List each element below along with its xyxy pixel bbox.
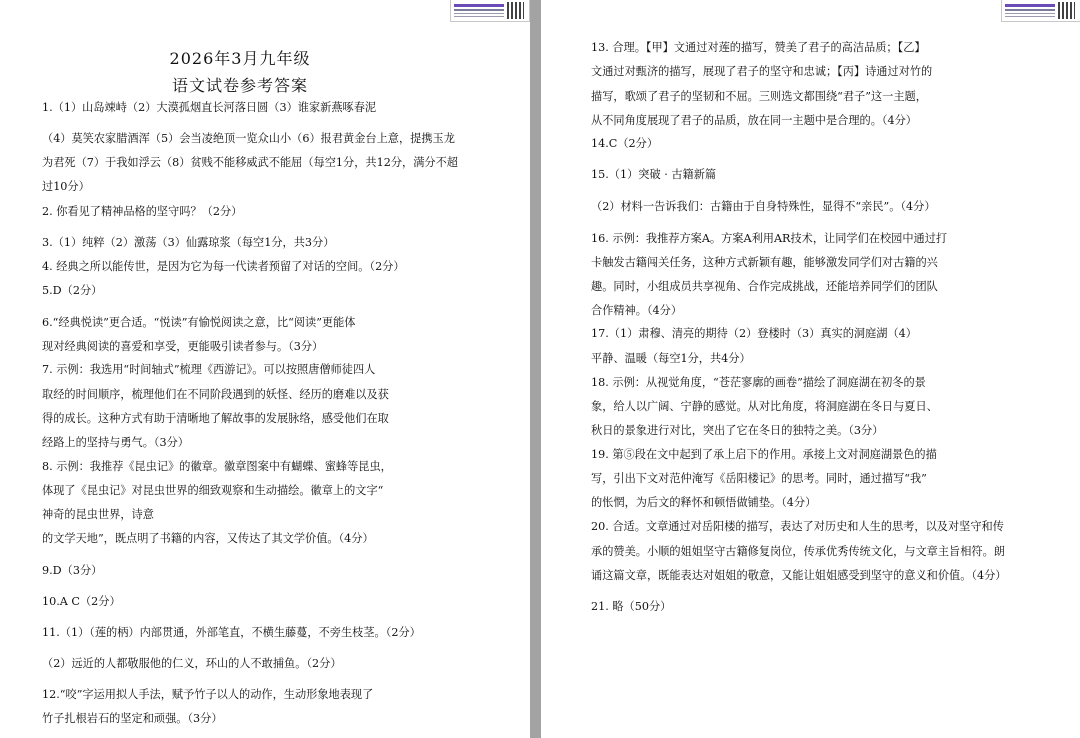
- answer-line: 为君死（7）于我如浮云（8）贫贱不能移威武不能屈（每空1分，共12分，满分不超: [42, 156, 458, 169]
- answer-line: 平静、温暖（每空1分，共4分）: [591, 352, 751, 365]
- watermark-stamp: [450, 0, 530, 22]
- answer-page-left: [0, 0, 530, 738]
- page-subtitle: 语文试卷参考答案: [171, 76, 308, 95]
- answer-page-right: [541, 0, 1080, 738]
- answer-line: 13. 合理。【甲】文通过对莲的描写，赞美了君子的高洁品质；【乙】: [591, 41, 926, 54]
- answer-line: 21. 略（50分）: [591, 600, 672, 613]
- answer-line: 2. 你看见了精神品格的坚守吗？（2分）: [42, 205, 243, 218]
- answer-line: 承的赞美。小顺的姐姐坚守古籍修复岗位，传承优秀传统文化，与文章主旨相符。朗: [591, 545, 1005, 558]
- answer-line: 现对经典阅读的喜爱和享受，更能吸引读者参与。（3分）: [42, 340, 324, 353]
- answer-line: （4）莫笑农家腊酒浑（5）会当凌绝顶一览众山小（6）报君黄金台上意，提携玉龙: [42, 132, 455, 145]
- qr-code-icon: [1058, 2, 1075, 19]
- answer-line: 诵这篇文章，既能表达对姐姐的敬意，又能让姐姐感受到坚守的意义和价值。（4分）: [591, 569, 1007, 582]
- answer-line: 15.（1）突破 · 古籍新篇: [591, 168, 717, 181]
- answer-line: 14.C（2分）: [591, 137, 659, 150]
- answer-line: 12.“咬”字运用拟人手法，赋予竹子以人的动作，生动形象地表现了: [42, 688, 374, 701]
- answer-line: 的文学天地”，既点明了书籍的内容，又传达了其文学价值。（4分）: [42, 532, 374, 545]
- answer-line: 20. 合适。文章通过对岳阳楼的描写，表达了对历史和人生的思考，以及对坚守和传: [591, 520, 1004, 533]
- answer-line: 7. 示例：我选用“时间轴式”梳理《西游记》。可以按照唐僧师徒四人: [42, 363, 376, 376]
- answer-line: 4. 经典之所以能传世，是因为它为每一代读者预留了对话的空间。（2分）: [42, 260, 405, 273]
- answer-line: 6.“经典悦读”更合适。“悦读”有愉悦阅读之意，比“阅读”更能体: [42, 316, 356, 329]
- answer-line: 17.（1）肃穆、清亮的期待（2）登楼时（3）真实的洞庭湖（4）: [591, 327, 917, 340]
- answer-line: 过10分）: [42, 180, 90, 193]
- answer-line: 描写，歌颂了君子的坚韧和不屈。三则选文都围绕“君子”这一主题，: [591, 90, 927, 103]
- answer-line: 9.D（3分）: [42, 564, 103, 577]
- qr-code-icon: [507, 2, 524, 19]
- answer-line: 3.（1）纯粹（2）激荡（3）仙露琼浆（每空1分，共3分）: [42, 236, 335, 249]
- answer-line: 16. 示例：我推荐方案A。方案A利用AR技术，让同学们在校园中通过打: [591, 232, 948, 245]
- answer-line: 文通过对甄济的描写，展现了君子的坚守和忠诚；【丙】诗通过对竹的: [591, 65, 933, 78]
- answer-line: 趣。同时，小组成员共享视角、合作完成挑战，还能培养同学们的团队: [591, 280, 938, 293]
- answer-line: （2）材料一告诉我们：古籍由于自身特殊性，显得不“亲民”。（4分）: [591, 200, 936, 213]
- answer-line: 体现了《昆虫记》对昆虫世界的细致观察和生动描绘。徽章上的文字“: [42, 484, 384, 497]
- answer-line: 竹子扎根岩石的坚定和顽强。（3分）: [42, 712, 223, 725]
- answer-line: 11.（1）（莲的柄）内部贯通，外部笔直，不横生藤蔓，不旁生枝茎。（2分）: [42, 626, 421, 639]
- answer-line: 18. 示例：从视觉角度，“苍茫寥廓的画卷”描绘了洞庭湖在初冬的景: [591, 376, 926, 389]
- answer-line: 5.D（2分）: [42, 284, 103, 297]
- answer-line: 10.A C（2分）: [42, 595, 121, 608]
- answer-line: 合作精神。（4分）: [591, 304, 683, 317]
- answer-line: （2）远近的人都敬服他的仁义，环山的人不敢捕鱼。（2分）: [42, 657, 342, 670]
- answer-line: 1.（1）山岛竦峙（2）大漠孤烟直长河落日圆（3）谁家新燕啄春泥: [42, 101, 377, 114]
- answer-line: 取经的时间顺序，梳理他们在不同阶段遇到的妖怪、经历的磨难以及获: [42, 388, 389, 401]
- page-title: 2026年3月九年级: [169, 49, 311, 68]
- answer-line: 得的成长。这种方式有助于清晰地了解故事的发展脉络，感受他们在取: [42, 412, 389, 425]
- answer-line: 写，引出下文对范仲淹写《岳阳楼记》的思考。同时，通过描写“我”: [591, 472, 927, 485]
- watermark-stamp: [1001, 0, 1080, 22]
- page-divider: [530, 0, 541, 738]
- answer-line: 从不同角度展现了君子的品质，放在同一主题中是合理的。（4分）: [591, 114, 917, 127]
- answer-line: 象，给人以广阔、宁静的感觉。从对比角度，将洞庭湖在冬日与夏日、: [591, 400, 938, 413]
- answer-line: 秋日的景象进行对比，突出了它在冬日的独特之美。（3分）: [591, 424, 884, 437]
- answer-line: 8. 示例：我推荐《昆虫记》的徽章。徽章图案中有蝴蝶、蜜蜂等昆虫，: [42, 460, 392, 473]
- answer-line: 神奇的昆虫世界，诗意: [42, 508, 154, 521]
- answer-line: 的怅惘，为后文的释怀和顿悟做铺垫。（4分）: [591, 496, 817, 509]
- answer-line: 卡触发古籍闯关任务，这种方式新颖有趣，能够激发同学们对古籍的兴: [591, 256, 938, 269]
- answer-line: 经路上的坚持与勇气。（3分）: [42, 436, 189, 449]
- answer-line: 19. 第⑤段在文中起到了承上启下的作用。承接上文对洞庭湖景色的描: [591, 448, 937, 461]
